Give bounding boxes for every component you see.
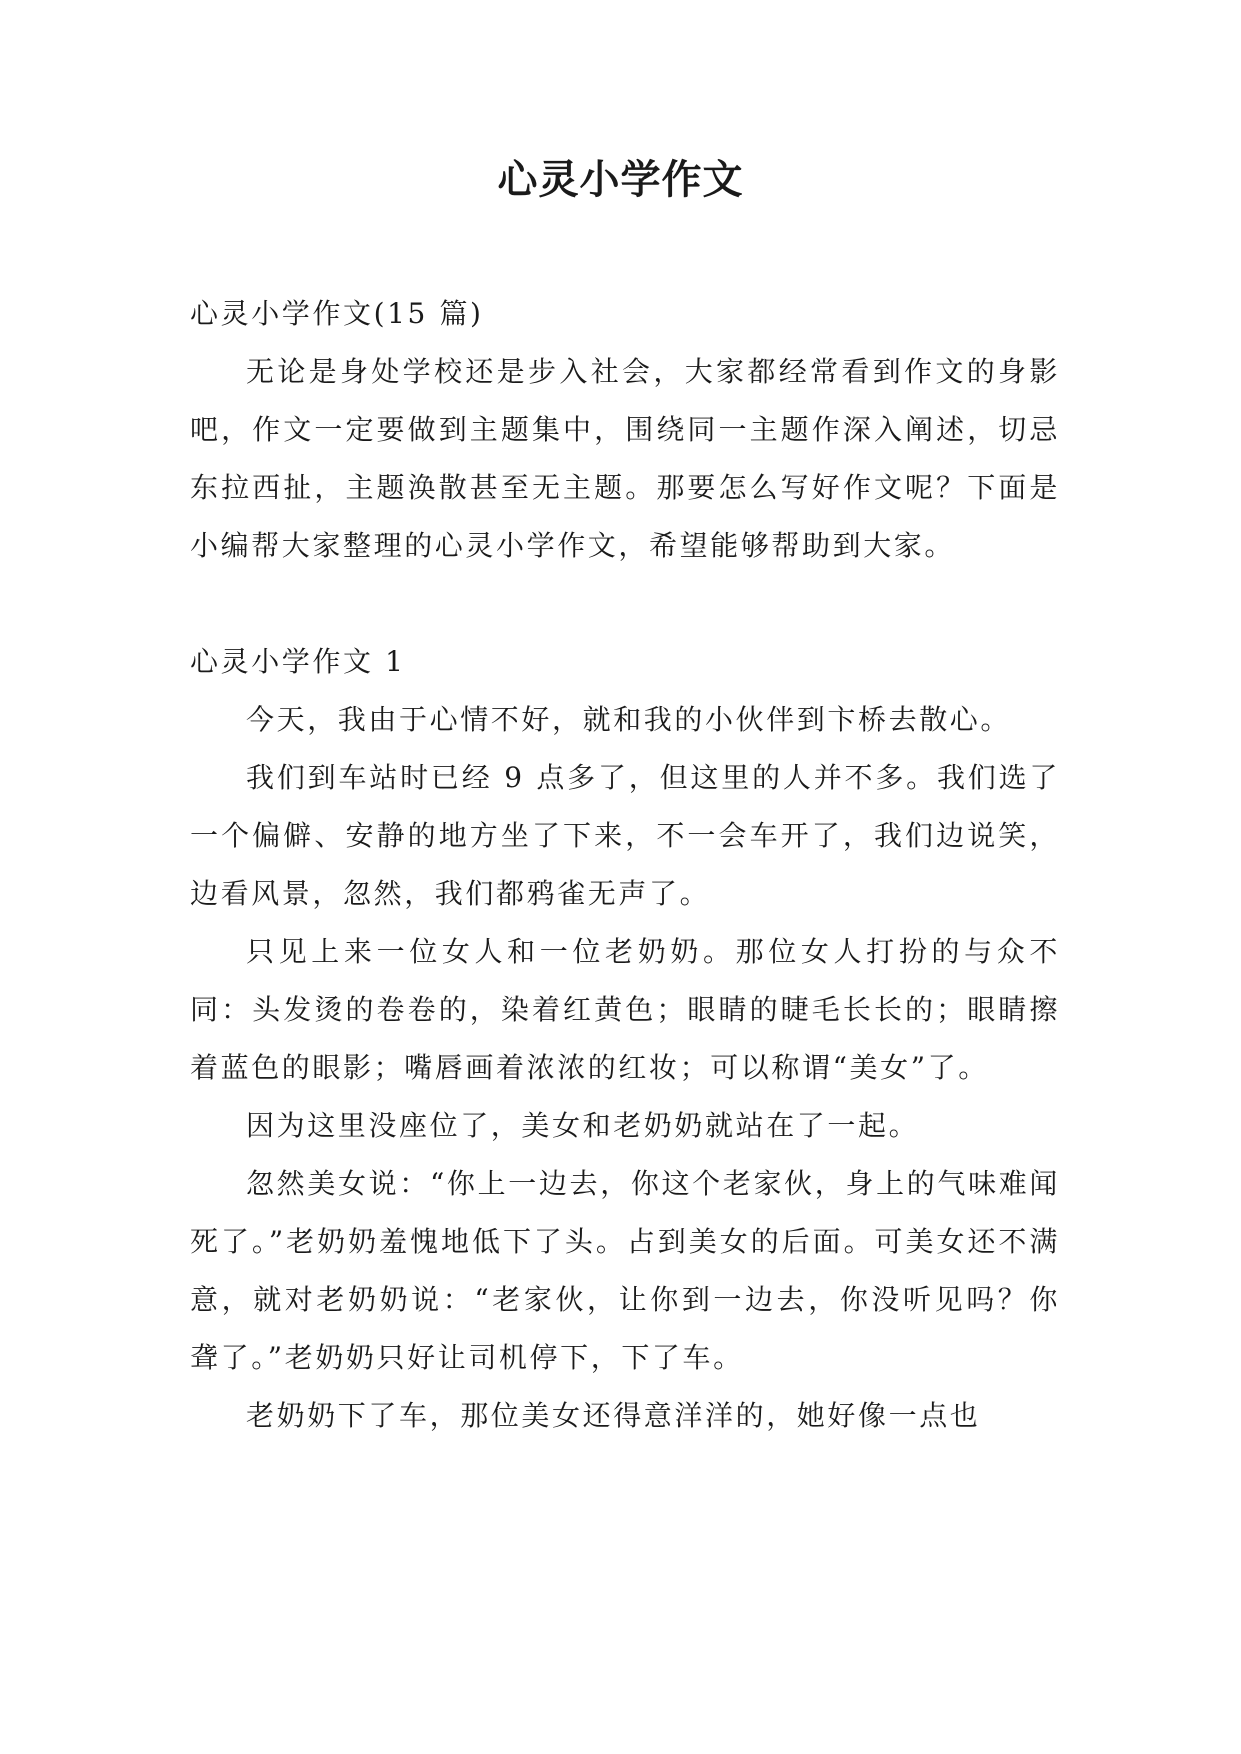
body-paragraph: 老奶奶下了车，那位美女还得意洋洋的，她好像一点也 [246,1399,981,1432]
body-paragraph: 忽然美女说：“你上一边去，你这个老家伙，身上的气味难闻死了。”老奶奶羞愧地低下了头。占到美女的后面。可美女还不满意，就对老奶奶说：“老家伙，让你到一边去，你没听见吗？你聋了。”老奶奶只好让司机停下，下了车。 [190,1167,1060,1374]
intro-paragraph: 无论是身处学校还是步入社会，大家都经常看到作文的身影吧，作文一定要做到主题集中，围绕同一主题作深入阐述，切忌东拉西扯，主题涣散甚至无主题。那要怎么写好作文呢？下面是小编帮大家整理的心灵小学作文，希望能够帮助到大家。 [190,355,1060,562]
body-paragraph: 今天，我由于心情不好，就和我的小伙伴到卞桥去散心。 [246,703,1012,736]
body-paragraph: 只见上来一位女人和一位老奶奶。那位女人打扮的与众不同：头发烫的卷卷的，染着红黄色；眼睛的睫毛长长的；眼睛擦着蓝色的眼影；嘴唇画着浓浓的红妆；可以称谓“美女”了。 [190,935,1060,1084]
body-paragraph: 我们到车站时已经 9 点多了，但这里的人并不多。我们选了一个偏僻、安静的地方坐了下来，不一会车开了，我们边说笑，边看风景，忽然，我们都鸦雀无声了。 [190,761,1060,910]
collection-subtitle: 心灵小学作文(15 篇) [190,297,484,330]
document-body [190,285,1060,1445]
section-heading: 心灵小学作文 1 [190,645,406,678]
body-paragraph: 因为这里没座位了，美女和老奶奶就站在了一起。 [246,1109,920,1142]
document-title: 心灵小学作文 [497,157,744,203]
section-spacer [190,575,1060,633]
